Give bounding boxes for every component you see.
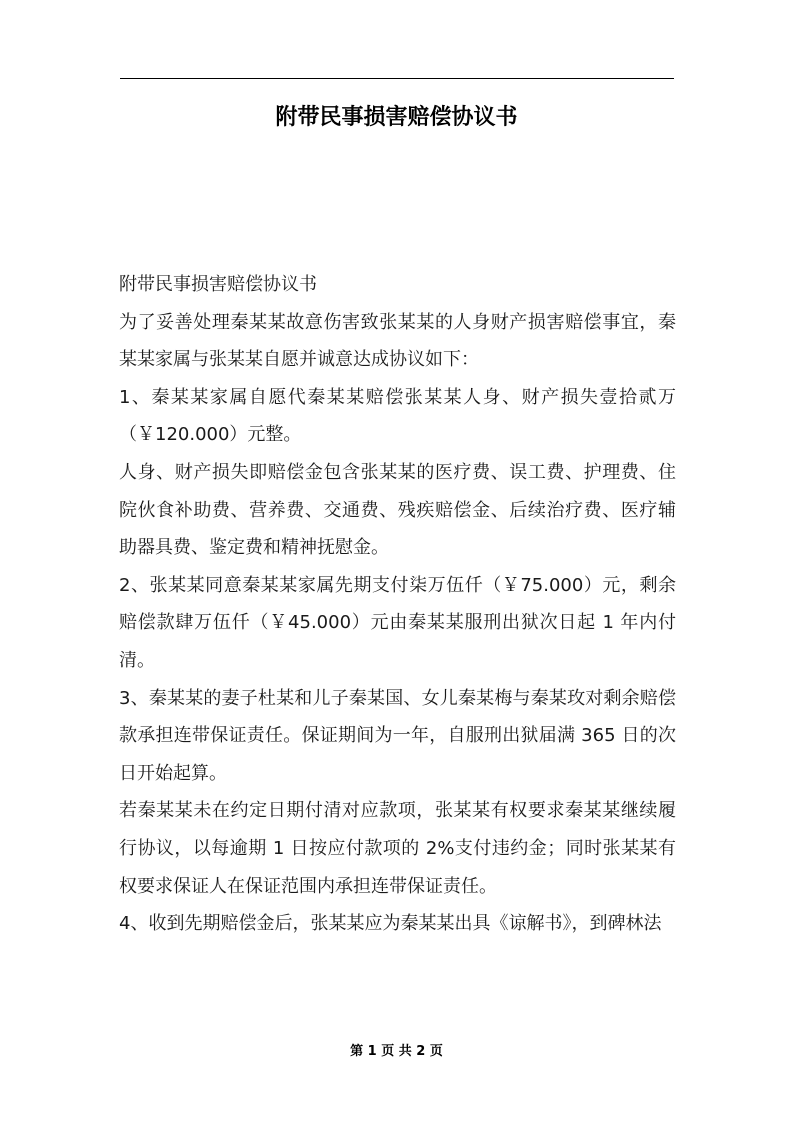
header-rule — [120, 78, 674, 79]
page-number: 第 1 页 共 2 页 — [350, 1044, 443, 1059]
paragraph-clause-3-detail: 若秦某某未在约定日期付清对应款项，张某某有权要求秦某某继续履行协议，以每逾期 1 日按应付款项的 2%支付违约金；同时张某某有权要求保证人在保证范围内承担连带保证责任。 — [119, 800, 676, 897]
paragraph-heading: 附带民事损害赔偿协议书 — [119, 274, 317, 295]
paragraph-clause-1-detail: 人身、财产损失即赔偿金包含张某某的医疗费、误工费、护理费、住院伙食补助费、营养费、交通费、残疾赔偿金、后续治疗费、医疗辅助器具费、鉴定费和精神抚慰金。 — [119, 461, 676, 559]
paragraph-intro: 为了妥善处理秦某某故意伤害致张某某的人身财产损害赔偿事宜，秦某某家属与张某某自愿并诚意达成协议如下： — [119, 311, 676, 371]
document-title: 附带民事损害赔偿协议书 — [275, 105, 518, 130]
paragraph-clause-1: 1、秦某某家属自愿代秦某某赔偿张某某人身、财产损失壹拾贰万（￥120.000）元整。 — [119, 386, 676, 446]
document-body — [119, 266, 676, 943]
paragraph-clause-4: 4、收到先期赔偿金后，张某某应为秦某某出具《谅解书》，到碑林法 — [119, 913, 662, 935]
paragraph-clause-2: 2、张某某同意秦某某家属先期支付柒万伍仟（￥75.000）元，剩余赔偿款肆万伍仟（￥45.000）元由秦某某服刑出狱次日起 1 年内付清。 — [119, 574, 676, 671]
paragraph-clause-3: 3、秦某某的妻子杜某和儿子秦某国、女儿秦某梅与秦某玫对剩余赔偿款承担连带保证责任。保证期间为一年，自服刑出狱届满 365 日的次日开始起算。 — [119, 687, 676, 784]
